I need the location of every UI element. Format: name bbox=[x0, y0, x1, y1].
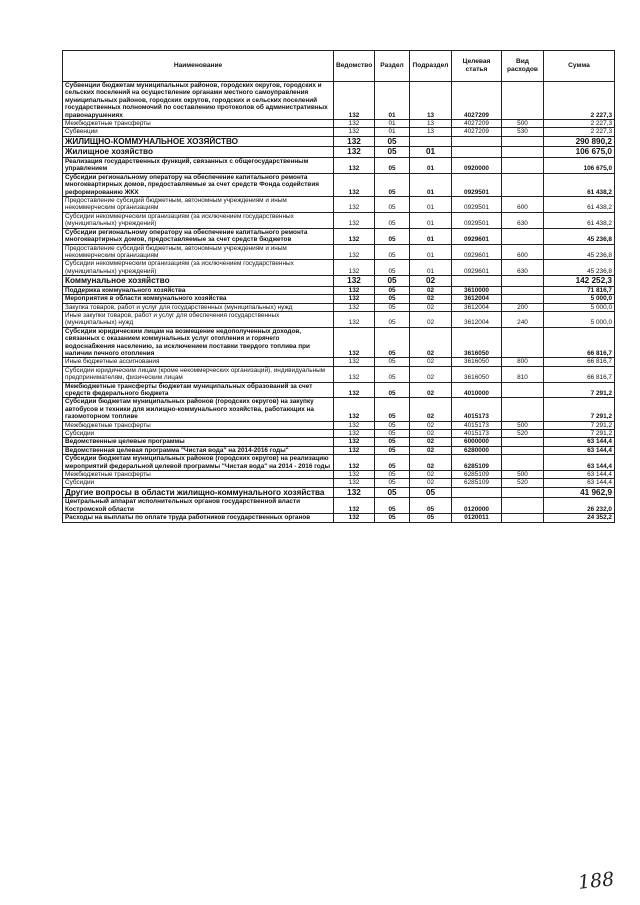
row-exp-type bbox=[502, 158, 544, 174]
row-exp-type: 240 bbox=[502, 311, 544, 327]
row-sum: 5 000,0 bbox=[544, 295, 615, 303]
row-subsection: 01 bbox=[410, 147, 452, 158]
row-subsection: 02 bbox=[410, 276, 452, 287]
row-subsection: 02 bbox=[410, 303, 452, 311]
header-exp-type: Вид расходов bbox=[502, 51, 544, 82]
row-exp-type: 500 bbox=[502, 120, 544, 128]
row-section: 05 bbox=[375, 244, 410, 260]
table-header-row bbox=[63, 51, 615, 82]
row-section: 01 bbox=[375, 128, 410, 136]
row-exp-type: 810 bbox=[502, 366, 544, 382]
row-exp-type bbox=[502, 438, 544, 446]
row-exp-type bbox=[502, 136, 544, 147]
row-subsection: 02 bbox=[410, 446, 452, 454]
row-dept: 132 bbox=[334, 82, 375, 120]
budget-table bbox=[62, 50, 615, 523]
row-target: 0120000 bbox=[452, 498, 502, 514]
row-target: 6285109 bbox=[452, 471, 502, 479]
row-sum: 45 236,8 bbox=[544, 228, 615, 244]
table-row bbox=[63, 446, 615, 454]
row-name: Коммунальное хозяйство bbox=[63, 276, 334, 287]
table-row bbox=[63, 136, 615, 147]
row-dept: 132 bbox=[334, 244, 375, 260]
row-sum: 61 438,2 bbox=[544, 212, 615, 228]
row-target: 3616050 bbox=[452, 358, 502, 366]
row-subsection: 02 bbox=[410, 358, 452, 366]
row-dept: 132 bbox=[334, 446, 375, 454]
row-exp-type: 800 bbox=[502, 358, 544, 366]
row-subsection: 02 bbox=[410, 286, 452, 294]
row-sum: 2 227,3 bbox=[544, 128, 615, 136]
row-subsection: 01 bbox=[410, 260, 452, 276]
row-subsection: 02 bbox=[410, 479, 452, 487]
header-subsection: Подраздел bbox=[410, 51, 452, 82]
row-sum: 290 890,2 bbox=[544, 136, 615, 147]
row-dept: 132 bbox=[334, 438, 375, 446]
table-row bbox=[63, 398, 615, 421]
handwritten-page-number: 188 bbox=[576, 868, 616, 894]
row-section: 05 bbox=[375, 303, 410, 311]
row-name: Предоставление субсидий бюджетным, автономным учреждениям и иным некоммерческим организациям bbox=[63, 244, 334, 260]
row-exp-type bbox=[502, 382, 544, 398]
row-dept: 132 bbox=[334, 471, 375, 479]
row-sum: 63 144,4 bbox=[544, 471, 615, 479]
row-section: 05 bbox=[375, 173, 410, 196]
row-section: 05 bbox=[375, 147, 410, 158]
row-exp-type: 600 bbox=[502, 197, 544, 213]
row-sum: 5 000,0 bbox=[544, 303, 615, 311]
row-target: 3612004 bbox=[452, 303, 502, 311]
row-section: 01 bbox=[375, 120, 410, 128]
row-subsection: 05 bbox=[410, 487, 452, 498]
table-row bbox=[63, 197, 615, 213]
row-name: Жилищное хозяйство bbox=[63, 147, 334, 158]
row-section: 05 bbox=[375, 366, 410, 382]
row-target: 3616050 bbox=[452, 327, 502, 358]
row-dept: 132 bbox=[334, 479, 375, 487]
table-row bbox=[63, 455, 615, 471]
header-dept: Ведомство bbox=[334, 51, 375, 82]
table-row bbox=[63, 358, 615, 366]
row-target: 4015173 bbox=[452, 430, 502, 438]
row-section: 05 bbox=[375, 455, 410, 471]
row-exp-type bbox=[502, 228, 544, 244]
row-section: 05 bbox=[375, 158, 410, 174]
row-dept: 132 bbox=[334, 421, 375, 429]
row-name: Субсидии некоммерческим организациям (за исключением государственных (муниципальных) учреждений) bbox=[63, 212, 334, 228]
row-section: 05 bbox=[375, 471, 410, 479]
row-target: 0929501 bbox=[452, 173, 502, 196]
table-row bbox=[63, 311, 615, 327]
row-name: Реализация государственных функций, связанных с общегосударственным управлением bbox=[63, 158, 334, 174]
row-exp-type: 500 bbox=[502, 421, 544, 429]
row-dept: 132 bbox=[334, 212, 375, 228]
row-section: 05 bbox=[375, 228, 410, 244]
row-name: Ведомственные целевые программы bbox=[63, 438, 334, 446]
row-subsection: 02 bbox=[410, 382, 452, 398]
row-name: Субвенции бюджетам муниципальных районов, городских округов, городских и сельских поселений на осуществление органами местного самоуправления муниципальных районов, городских округов, городских и сельских поселений государственных полномочий по составлению протоколов об административных правонарушениях bbox=[63, 82, 334, 120]
row-sum: 26 232,0 bbox=[544, 498, 615, 514]
row-section: 05 bbox=[375, 498, 410, 514]
row-sum: 66 816,7 bbox=[544, 327, 615, 358]
row-target bbox=[452, 136, 502, 147]
row-section: 05 bbox=[375, 311, 410, 327]
row-sum: 63 144,4 bbox=[544, 479, 615, 487]
row-target: 0929501 bbox=[452, 212, 502, 228]
row-target: 3612004 bbox=[452, 311, 502, 327]
row-section: 05 bbox=[375, 430, 410, 438]
row-name: Субсидии региональному оператору на обеспечение капитального ремонта многоквартирных домов, предоставляемые за счет средств Фонда содействия реформированию ЖКХ bbox=[63, 173, 334, 196]
row-dept: 132 bbox=[334, 430, 375, 438]
row-section: 05 bbox=[375, 514, 410, 522]
table-row bbox=[63, 147, 615, 158]
row-exp-type bbox=[502, 276, 544, 287]
row-target bbox=[452, 487, 502, 498]
row-name: Закупка товаров, работ и услуг для государственных (муниципальных) нужд bbox=[63, 303, 334, 311]
row-section: 05 bbox=[375, 212, 410, 228]
row-exp-type bbox=[502, 514, 544, 522]
row-exp-type: 630 bbox=[502, 260, 544, 276]
row-dept: 132 bbox=[334, 366, 375, 382]
row-exp-type: 520 bbox=[502, 479, 544, 487]
row-sum: 7 291,2 bbox=[544, 421, 615, 429]
row-subsection: 02 bbox=[410, 438, 452, 446]
row-dept: 132 bbox=[334, 295, 375, 303]
row-sum: 71 816,7 bbox=[544, 286, 615, 294]
row-target bbox=[452, 147, 502, 158]
row-name: Расходы на выплаты по оплате труда работников государственных органов bbox=[63, 514, 334, 522]
row-section: 05 bbox=[375, 136, 410, 147]
row-dept: 132 bbox=[334, 228, 375, 244]
row-subsection: 01 bbox=[410, 244, 452, 260]
row-sum: 106 675,0 bbox=[544, 158, 615, 174]
row-name: Иные бюджетные ассигнования bbox=[63, 358, 334, 366]
row-subsection: 01 bbox=[410, 197, 452, 213]
row-dept: 132 bbox=[334, 455, 375, 471]
row-subsection: 01 bbox=[410, 212, 452, 228]
table-row bbox=[63, 276, 615, 287]
table-row bbox=[63, 82, 615, 120]
row-dept: 132 bbox=[334, 498, 375, 514]
table-row bbox=[63, 286, 615, 294]
row-section: 05 bbox=[375, 358, 410, 366]
header-sum: Сумма bbox=[544, 51, 615, 82]
row-name: Ведомственная целевая программа "Чистая вода" на 2014-2016 годы" bbox=[63, 446, 334, 454]
row-name: Предоставление субсидий бюджетным, автономным учреждениям и иным некоммерческим организациям bbox=[63, 197, 334, 213]
row-sum: 7 291,2 bbox=[544, 398, 615, 421]
row-name: Иные закупки товаров, работ и услуг для обеспечения государственных (муниципальных) нужд bbox=[63, 311, 334, 327]
table-row bbox=[63, 158, 615, 174]
row-exp-type: 630 bbox=[502, 212, 544, 228]
table-row bbox=[63, 479, 615, 487]
row-section: 05 bbox=[375, 382, 410, 398]
row-sum: 5 000,0 bbox=[544, 311, 615, 327]
row-subsection: 02 bbox=[410, 366, 452, 382]
row-subsection: 02 bbox=[410, 455, 452, 471]
row-section: 05 bbox=[375, 398, 410, 421]
row-exp-type: 200 bbox=[502, 303, 544, 311]
row-subsection: 02 bbox=[410, 430, 452, 438]
row-target: 0929601 bbox=[452, 244, 502, 260]
row-target: 3610000 bbox=[452, 286, 502, 294]
row-dept: 132 bbox=[334, 173, 375, 196]
row-target: 3612004 bbox=[452, 295, 502, 303]
row-subsection: 13 bbox=[410, 82, 452, 120]
row-name: Субсидии bbox=[63, 479, 334, 487]
row-target: 4010000 bbox=[452, 382, 502, 398]
row-target: 4015173 bbox=[452, 421, 502, 429]
row-exp-type: 530 bbox=[502, 128, 544, 136]
row-name: Субвенции bbox=[63, 128, 334, 136]
table-row bbox=[63, 128, 615, 136]
row-exp-type bbox=[502, 487, 544, 498]
row-name: Центральный аппарат исполнительных органов государственной власти Костромской области bbox=[63, 498, 334, 514]
row-target: 0929501 bbox=[452, 197, 502, 213]
row-sum: 63 144,4 bbox=[544, 438, 615, 446]
row-dept: 132 bbox=[334, 276, 375, 287]
row-sum: 7 291,2 bbox=[544, 430, 615, 438]
table-row bbox=[63, 212, 615, 228]
row-subsection: 13 bbox=[410, 120, 452, 128]
row-section: 05 bbox=[375, 286, 410, 294]
row-name: Мероприятия в области коммунального хозяйства bbox=[63, 295, 334, 303]
row-name: Субсидии региональному оператору на обеспечение капитального ремонта многоквартирных домов, предоставляемые за счет средств бюджетов bbox=[63, 228, 334, 244]
row-sum: 61 438,2 bbox=[544, 173, 615, 196]
row-sum: 142 252,3 bbox=[544, 276, 615, 287]
row-subsection: 02 bbox=[410, 327, 452, 358]
row-sum: 66 816,7 bbox=[544, 366, 615, 382]
header-section: Раздел bbox=[375, 51, 410, 82]
table-row bbox=[63, 173, 615, 196]
row-exp-type bbox=[502, 455, 544, 471]
row-section: 05 bbox=[375, 197, 410, 213]
row-dept: 132 bbox=[334, 128, 375, 136]
header-target: Целевая статья bbox=[452, 51, 502, 82]
table-row bbox=[63, 430, 615, 438]
row-sum: 2 227,3 bbox=[544, 120, 615, 128]
row-exp-type bbox=[502, 147, 544, 158]
row-target: 0120011 bbox=[452, 514, 502, 522]
row-name: Субсидии бюджетам муниципальных районов (городских округов) на реализацию мероприятий федеральной целевой программы "Чистая вода" на 2014 - 2016 годы bbox=[63, 455, 334, 471]
row-exp-type bbox=[502, 398, 544, 421]
row-sum: 63 144,4 bbox=[544, 446, 615, 454]
table-row bbox=[63, 438, 615, 446]
row-name: Межбюджетные трансферты bbox=[63, 471, 334, 479]
row-dept: 132 bbox=[334, 487, 375, 498]
row-exp-type bbox=[502, 446, 544, 454]
row-name: Другие вопросы в области жилищно-коммунального хозяйства bbox=[63, 487, 334, 498]
row-dept: 132 bbox=[334, 311, 375, 327]
row-sum: 24 352,2 bbox=[544, 514, 615, 522]
row-exp-type: 520 bbox=[502, 430, 544, 438]
row-target: 0920000 bbox=[452, 158, 502, 174]
row-section: 05 bbox=[375, 327, 410, 358]
row-subsection: 02 bbox=[410, 311, 452, 327]
table-row bbox=[63, 382, 615, 398]
table-row bbox=[63, 120, 615, 128]
table-row bbox=[63, 260, 615, 276]
row-subsection: 05 bbox=[410, 514, 452, 522]
row-sum: 7 291,2 bbox=[544, 382, 615, 398]
row-sum: 45 236,8 bbox=[544, 244, 615, 260]
row-target: 4027209 bbox=[452, 120, 502, 128]
row-target: 0929601 bbox=[452, 260, 502, 276]
row-sum: 61 438,2 bbox=[544, 197, 615, 213]
row-exp-type bbox=[502, 327, 544, 358]
header-name: Наименование bbox=[63, 51, 334, 82]
row-subsection: 05 bbox=[410, 498, 452, 514]
row-subsection: 01 bbox=[410, 228, 452, 244]
budget-table-sheet bbox=[62, 50, 614, 523]
row-name: Субсидии юридическим лицам (кроме некоммерческих организаций), индивидуальным предпринимателям, физическим лицам bbox=[63, 366, 334, 382]
row-dept: 132 bbox=[334, 147, 375, 158]
row-target bbox=[452, 276, 502, 287]
table-row bbox=[63, 487, 615, 498]
row-target: 4027209 bbox=[452, 82, 502, 120]
row-subsection: 02 bbox=[410, 471, 452, 479]
row-sum: 66 816,7 bbox=[544, 358, 615, 366]
row-subsection: 02 bbox=[410, 295, 452, 303]
row-subsection: 02 bbox=[410, 421, 452, 429]
row-sum: 106 675,0 bbox=[544, 147, 615, 158]
row-subsection: 01 bbox=[410, 173, 452, 196]
row-sum: 63 144,4 bbox=[544, 455, 615, 471]
row-target: 0929601 bbox=[452, 228, 502, 244]
row-exp-type bbox=[502, 82, 544, 120]
row-name: Субсидии некоммерческим организациям (за исключением государственных (муниципальных) учреждений) bbox=[63, 260, 334, 276]
row-section: 05 bbox=[375, 446, 410, 454]
row-target: 6285109 bbox=[452, 455, 502, 471]
row-name: Межбюджетные трансферты bbox=[63, 120, 334, 128]
row-section: 05 bbox=[375, 479, 410, 487]
row-dept: 132 bbox=[334, 303, 375, 311]
row-dept: 132 bbox=[334, 358, 375, 366]
row-name: Субсидии юридическим лицам на возмещение недополученных доходов, связанных с оказанием коммунальных услуг отопления и горячего водоснабжения населению, за исключением поставки твердого топлива при наличии печного отопления bbox=[63, 327, 334, 358]
row-exp-type bbox=[502, 173, 544, 196]
row-target: 4027209 bbox=[452, 128, 502, 136]
row-dept: 132 bbox=[334, 382, 375, 398]
row-dept: 132 bbox=[334, 136, 375, 147]
row-section: 05 bbox=[375, 276, 410, 287]
row-dept: 132 bbox=[334, 327, 375, 358]
table-row bbox=[63, 498, 615, 514]
row-sum: 41 962,9 bbox=[544, 487, 615, 498]
row-name: Межбюджетные трансферты бюджетам муниципальных образований за счет средств федерального бюджета bbox=[63, 382, 334, 398]
row-section: 01 bbox=[375, 82, 410, 120]
row-target: 3616050 bbox=[452, 366, 502, 382]
row-name: Субсидии bbox=[63, 430, 334, 438]
row-section: 05 bbox=[375, 295, 410, 303]
row-exp-type bbox=[502, 295, 544, 303]
row-name: Субсидии бюджетам муниципальных районов (городских округов) на закупку автобусов и техники для жилищно-коммунального хозяйства, работающих на газомоторном топливе bbox=[63, 398, 334, 421]
row-exp-type bbox=[502, 498, 544, 514]
row-dept: 132 bbox=[334, 197, 375, 213]
row-name: Поддержка коммунального хозяйства bbox=[63, 286, 334, 294]
table-row bbox=[63, 295, 615, 303]
row-subsection: 01 bbox=[410, 158, 452, 174]
row-exp-type: 500 bbox=[502, 471, 544, 479]
row-dept: 132 bbox=[334, 286, 375, 294]
row-dept: 132 bbox=[334, 120, 375, 128]
row-sum: 45 236,8 bbox=[544, 260, 615, 276]
row-target: 4015173 bbox=[452, 398, 502, 421]
row-section: 05 bbox=[375, 438, 410, 446]
row-subsection: 02 bbox=[410, 398, 452, 421]
row-target: 6000000 bbox=[452, 438, 502, 446]
table-body bbox=[63, 82, 615, 523]
row-target: 6285109 bbox=[452, 479, 502, 487]
row-sum: 2 227,3 bbox=[544, 82, 615, 120]
table-row bbox=[63, 244, 615, 260]
table-row bbox=[63, 366, 615, 382]
row-dept: 132 bbox=[334, 260, 375, 276]
row-dept: 132 bbox=[334, 398, 375, 421]
table-row bbox=[63, 327, 615, 358]
row-dept: 132 bbox=[334, 514, 375, 522]
row-section: 05 bbox=[375, 260, 410, 276]
row-target: 6280000 bbox=[452, 446, 502, 454]
row-exp-type bbox=[502, 286, 544, 294]
table-row bbox=[63, 421, 615, 429]
row-section: 05 bbox=[375, 421, 410, 429]
row-subsection: 13 bbox=[410, 128, 452, 136]
row-exp-type: 600 bbox=[502, 244, 544, 260]
row-name: Межбюджетные трансферты bbox=[63, 421, 334, 429]
table-row bbox=[63, 303, 615, 311]
row-section: 05 bbox=[375, 487, 410, 498]
row-dept: 132 bbox=[334, 158, 375, 174]
table-row bbox=[63, 471, 615, 479]
table-row bbox=[63, 514, 615, 522]
row-name: ЖИЛИЩНО-КОММУНАЛЬНОЕ ХОЗЯЙСТВО bbox=[63, 136, 334, 147]
row-subsection bbox=[410, 136, 452, 147]
table-row bbox=[63, 228, 615, 244]
